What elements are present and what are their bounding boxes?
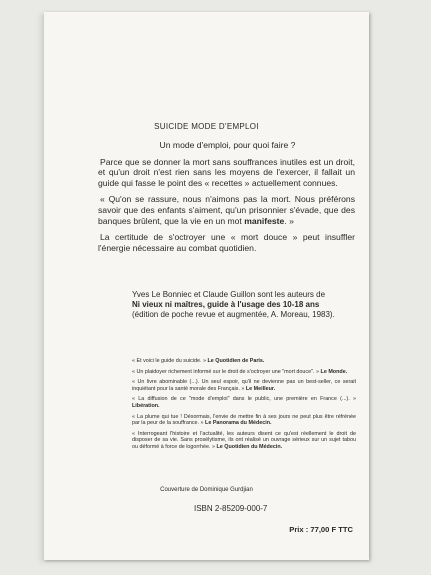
blurb-text: « Qu'on se rassure, nous n'aimons pas la mort. Nous préférons savoir que des enfants s'aiment, qu'un prisonnier s'évade, que des banques brûlent, que la vie en un mot bbox=[98, 194, 355, 226]
blurb-paragraph bbox=[98, 194, 355, 226]
author-book-title: Ni vieux ni maîtres, guide à l'usage des 10-18 ans bbox=[132, 300, 320, 309]
quote-source: Le Quotidien de Paris. bbox=[207, 358, 265, 364]
quote-text: « Un livre abominable (...). Un seul espoir, qu'il ne devienne pas un best-seller, ce serait inquiétant pour la santé morale des Français. » bbox=[132, 379, 356, 392]
press-quote bbox=[132, 379, 356, 392]
press-quote bbox=[132, 414, 356, 427]
author-line: (édition de poche revue et augmentée, A. Moreau, 1983). bbox=[132, 310, 335, 319]
quote-text: « La plume qui tue ! Désormais, l'envie de mettre fin à ses jours ne peut plus être réfrénée par la peur de la souffrance. » bbox=[132, 413, 356, 427]
blurb-paragraph: La certitude de s'octroyer une « mort douce » peut insuffler l'énergie nécessaire au combat quotidien. bbox=[98, 232, 355, 253]
blurb-emphasis: manifeste bbox=[244, 215, 285, 226]
quote-source: Libération. bbox=[132, 402, 160, 409]
quote-text: « Un plaidoyer richement informé sur le droit de s'octroyer une "mort douce". » bbox=[132, 368, 321, 375]
quote-source: Le Panorama du Médecin. bbox=[205, 420, 272, 427]
blurb bbox=[98, 140, 355, 259]
press-quote bbox=[132, 369, 356, 376]
press-quote bbox=[132, 431, 356, 451]
price-label: Prix : 77,00 F TTC bbox=[289, 525, 353, 534]
quote-source: Le Monde. bbox=[320, 368, 348, 375]
quote-text: « La diffusion de ce "mode d'emploi" dans le public, une première en France (...). » bbox=[132, 396, 356, 403]
quote-source: Le Meilleur. bbox=[245, 385, 276, 392]
blurb-paragraph: Parce que se donner la mort sans souffrances inutiles est un droit, et qu'un droit n'est rien sans les moyens de l'exercer, il fallait un guide qui fasse le point des « recettes » actuellement connues. bbox=[98, 156, 355, 188]
quote-text: « Interrogeant l'histoire et l'actualité, les auteurs disent ce qu'est réellement le droit de disposer de sa vie. Sans prosélytisme, ils ont réalisé un ouvrage sérieux sur un sujet tabou ou déformé à force de logorrhée. » bbox=[132, 430, 356, 450]
press-quote bbox=[132, 396, 356, 409]
quote-text: « Et voici le guide du suicide. » bbox=[132, 358, 208, 364]
author-line: Yves Le Bonniec et Claude Guillon sont les auteurs de bbox=[132, 290, 326, 299]
blurb-paragraph: Un mode d'emploi, pour quoi faire ? bbox=[159, 140, 296, 150]
isbn: ISBN 2-85209-000-7 bbox=[194, 504, 268, 513]
blurb-text-end: . » bbox=[284, 215, 294, 226]
press-quote bbox=[132, 358, 356, 365]
press-quotes bbox=[132, 358, 356, 455]
cover-title: SUICIDE MODE D'EMPLOI bbox=[154, 122, 259, 131]
quote-source: Le Quotidien du Médecin. bbox=[216, 443, 283, 450]
cover-credit: Couverture de Dominique Gurdjian bbox=[160, 487, 253, 493]
author-note bbox=[132, 290, 355, 320]
book-back-cover bbox=[44, 12, 369, 560]
